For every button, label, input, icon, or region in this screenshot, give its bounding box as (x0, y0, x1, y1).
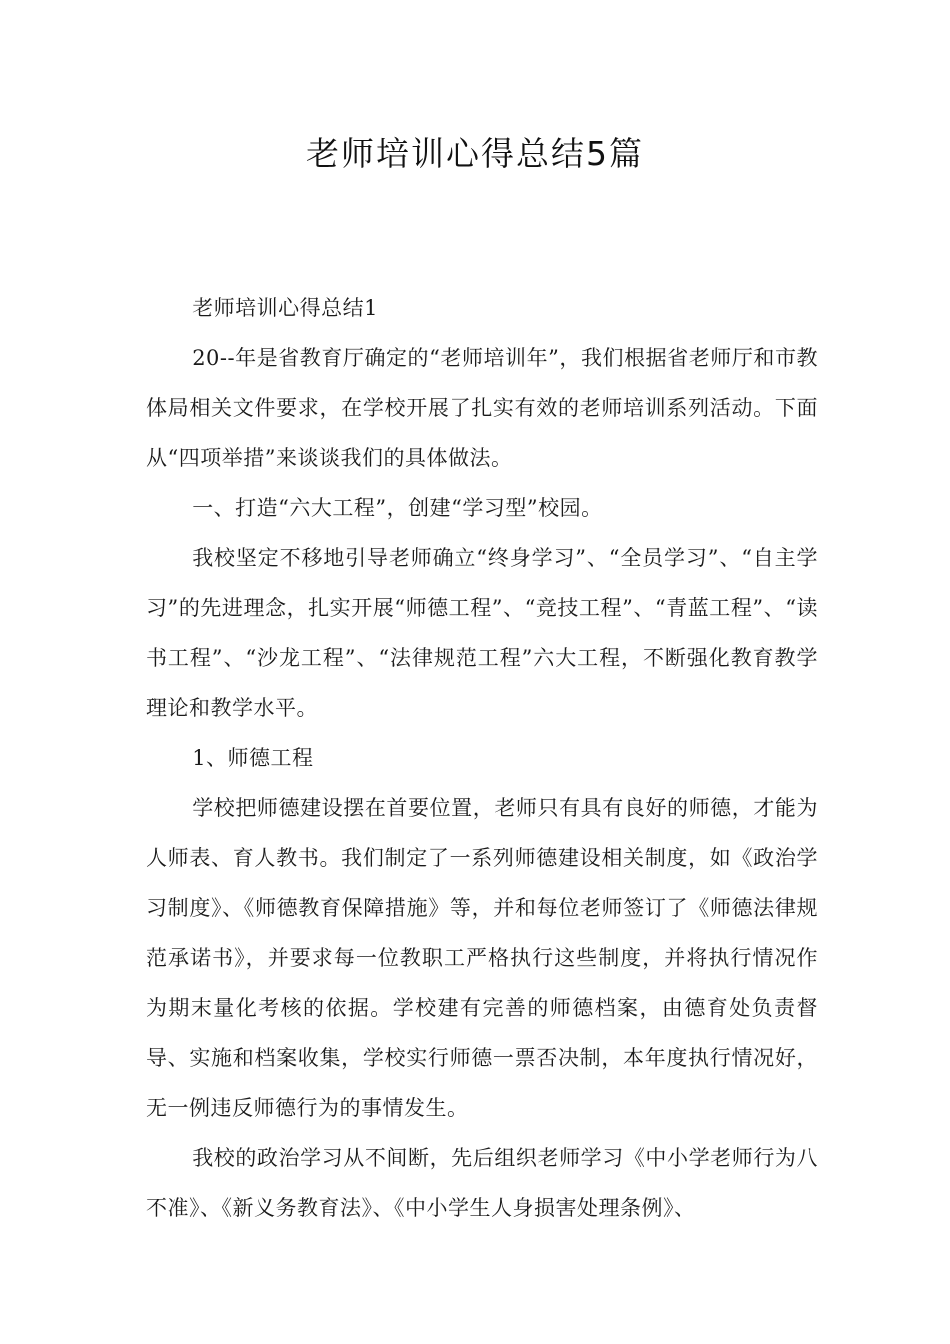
paragraph: 20--年是省教育厅确定的“老师培训年”，我们根据省老师厅和市教体局相关文件要求，在学校开展了扎实有效的老师培训系列活动。下面从“四项举措”来谈谈我们的具体做法。 (146, 346, 818, 470)
subsection-heading: 一、打造“六大工程”，创建“学习型”校园。 (192, 496, 603, 520)
document-body (146, 283, 818, 1233)
document-title: 老师培训心得总结5篇 (306, 134, 644, 173)
subsection-heading: 1、师德工程 (192, 746, 314, 770)
paragraph: 我校的政治学习从不间断，先后组织老师学习《中小学老师行为八不准》、《新义务教育法》、《中小学生人身损害处理条例》、 (146, 1146, 818, 1220)
paragraph: 我校坚定不移地引导老师确立“终身学习”、“全员学习”、“自主学习”的先进理念，扎实开展“师德工程”、“竞技工程”、“青蓝工程”、“读书工程”、“沙龙工程”、“法律规范工程”六大工程，不断强化教育教学理论和教学水平。 (146, 546, 818, 720)
paragraph: 学校把师德建设摆在首要位置，老师只有具有良好的师德，才能为人师表、育人教书。我们制定了一系列师德建设相关制度，如《政治学习制度》、《师德教育保障措施》等，并和每位老师签订了《师德法律规范承诺书》，并要求每一位教职工严格执行这些制度，并将执行情况作为期末量化考核的依据。学校建有完善的师德档案，由德育处负责督导、实施和档案收集，学校实行师德一票否决制，本年度执行情况好，无一例违反师德行为的事情发生。 (146, 796, 818, 1120)
section-heading: 老师培训心得总结1 (192, 296, 379, 320)
